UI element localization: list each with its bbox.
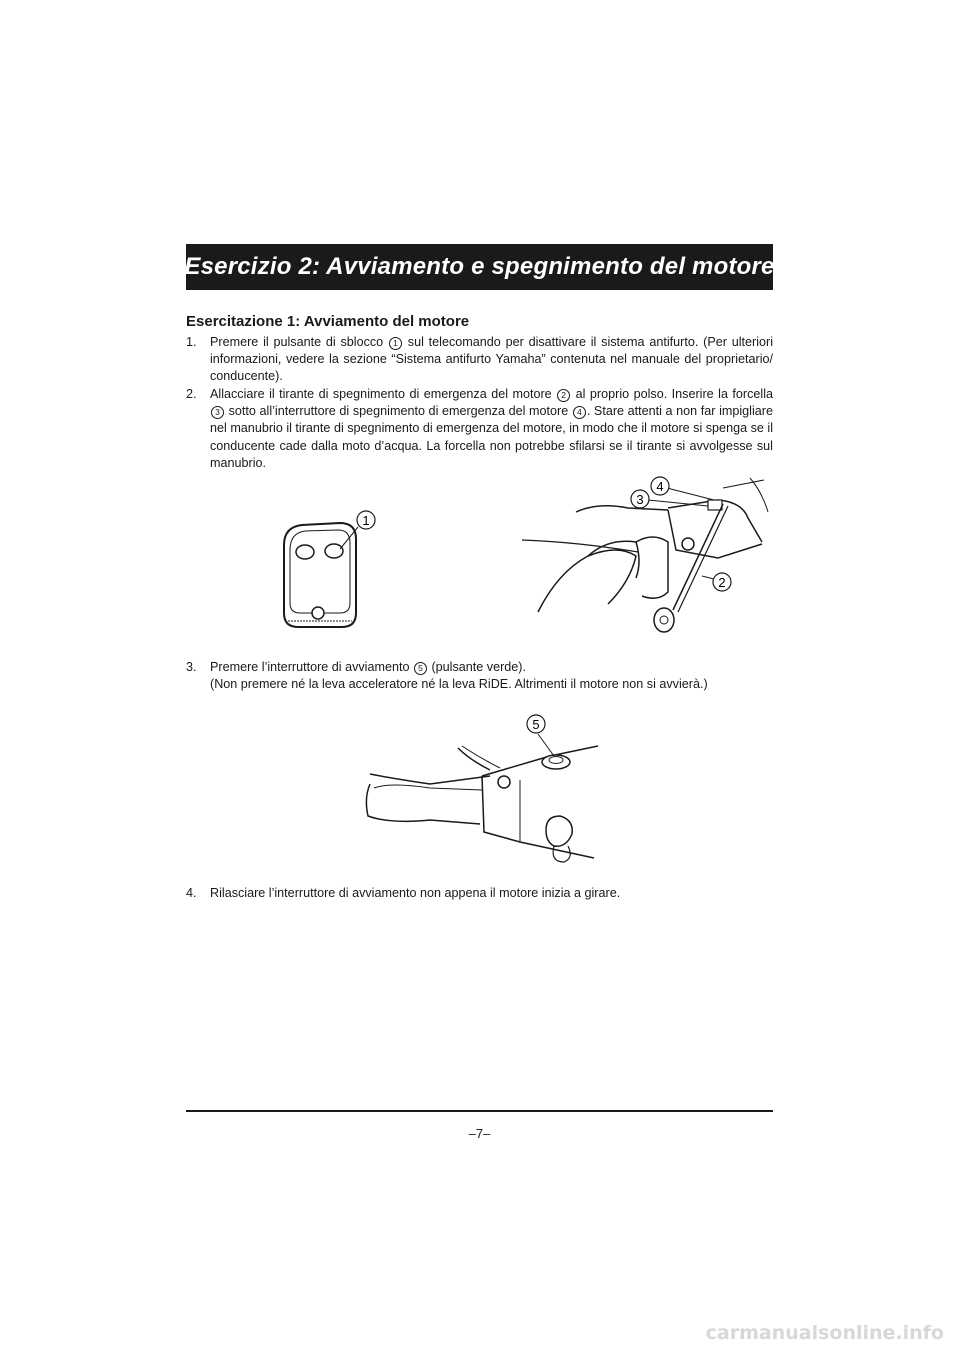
section-heading: Esercitazione 1: Avviamento del motore xyxy=(186,313,470,330)
remote-control-figure xyxy=(270,505,390,635)
callout-marker: 3 xyxy=(211,406,224,419)
step-text: Premere il pulsante di sblocco 1 sul telecomando per disattivare il sistema antifurto. (Per ulteriori informazioni, vedere la sezione “Sistema antifurto Yamaha” contenuta nel manuale del proprietario/ conducente). xyxy=(210,335,774,384)
remote-control-illustration xyxy=(270,505,390,635)
callout-label: 5 xyxy=(532,717,540,732)
step-text: Allacciare il tirante di spegnimento di emergenza del motore 2 al proprio polso. Inserire la forcella 3 sotto all’interruttore di spegnimento di emergenza del motore 4 . Stare attenti a non far impigliare nel manubrio il tirante di spegnimento di emergenza del motore, in modo che il motore si spenga se il conducente cade dalla moto d’acqua. La forcella non potrebbe sfilarsi se il tirante si avvolgesse sul manubrio. xyxy=(210,387,774,470)
start-switch-figure xyxy=(350,712,610,874)
step-text: Rilasciare l’interruttore di avviamento non appena il motore inizia a girare. xyxy=(210,886,621,900)
handlebar-lanyard-illustration xyxy=(518,472,784,642)
callout-marker: 2 xyxy=(557,389,570,402)
step-2 xyxy=(186,386,773,472)
step-number: 1. xyxy=(186,335,197,349)
callout-label: 1 xyxy=(362,513,370,528)
chapter-title: Esercizio 2: Avviamento e spegnimento del motore xyxy=(184,253,775,280)
footer-divider xyxy=(186,1110,773,1112)
callout-marker: 1 xyxy=(389,337,402,350)
step-number: 4. xyxy=(186,886,197,900)
step-number: 2. xyxy=(186,387,197,401)
lanyard-handlebar-figure xyxy=(518,472,784,642)
callout-label: 2 xyxy=(718,575,726,590)
page-number: –7– xyxy=(468,1126,491,1141)
start-switch-illustration xyxy=(350,712,610,874)
callout-label: 4 xyxy=(656,479,664,494)
step-number: 3. xyxy=(186,660,197,674)
step-3 xyxy=(186,659,773,693)
callout-marker: 5 xyxy=(414,662,427,675)
chapter-banner xyxy=(186,244,773,290)
step-1 xyxy=(186,334,773,386)
step-4 xyxy=(186,885,773,902)
callout-marker: 4 xyxy=(573,406,586,419)
step-text: Premere l’interruttore di avviamento 5 (pulsante verde). (Non premere né la leva acceleratore né la leva RiDE. Altrimenti il motore non si avvierà.) xyxy=(210,660,708,692)
watermark: carmanualsonline.info xyxy=(705,1322,944,1344)
callout-label: 3 xyxy=(636,492,644,507)
